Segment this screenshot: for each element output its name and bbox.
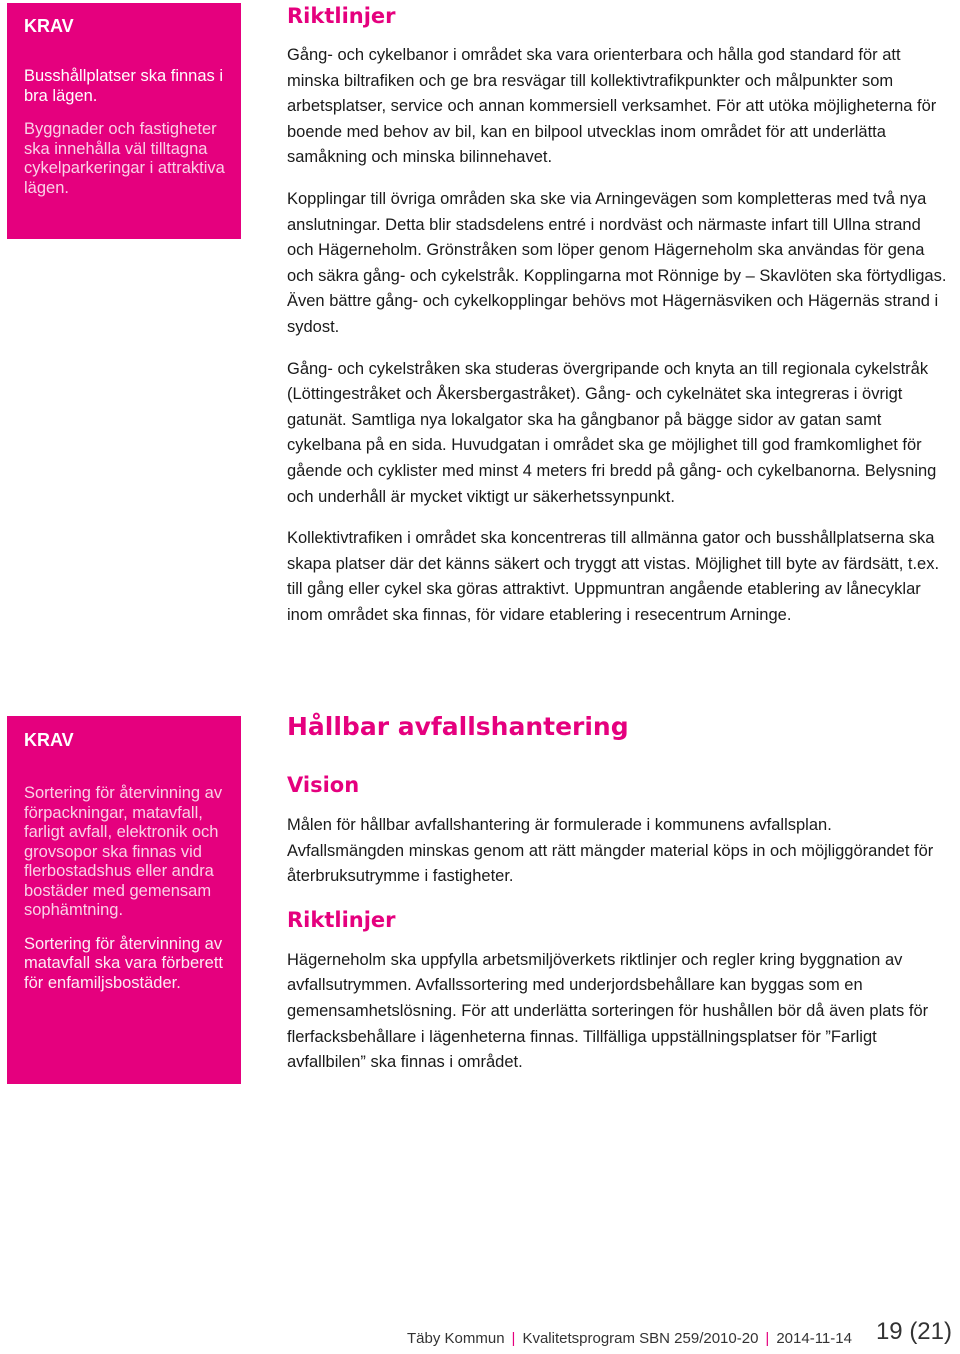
- krav-item: Busshållplatser ska finnas i bra lägen.: [24, 67, 224, 105]
- section-heading: Riktlinjer: [287, 4, 396, 28]
- vision-heading: Vision: [287, 773, 360, 797]
- footer-org: Täby Kommun: [407, 1330, 505, 1347]
- paragraph: Gång- och cykelstråken ska studeras övergripande och knyta an till regionala cykelstråk (Löttingestråket och Åkersbergastråket). Gång- och cykelnätet ska integreras i övrigt gatunät. Samtliga nya lokalgator ska ha gångbanor på bägge sidor av gatan samt cykelbana på en sida. Huvudgatan i området ska ge möjlighet till god framkomlighet för gående och cyklister med minst 4 meters fri bredd på gång- och cykelbanorna. Belysning och underhåll är mycket viktigt ur säkerhetssynpunkt.: [287, 359, 937, 506]
- riktlinjer-heading: Riktlinjer: [287, 907, 396, 932]
- section-riktlinjer-traffic: [287, 4, 949, 628]
- krav-box-1: [7, 3, 241, 239]
- vision-paragraph: Målen för hållbar avfallshantering är formulerade i kommunens avfallsplan. Avfallsmängden minskas genom att rätt mängder material köps in och möjliggörandet för återbruksutrymme i fastigheter.: [287, 816, 934, 886]
- section-avfallshantering: [287, 712, 949, 1076]
- krav-item: Sortering för återvinning av matavfall ska vara förberett för enfamiljsbostäder.: [24, 934, 223, 992]
- section-title: Hållbar avfallshantering: [287, 712, 629, 741]
- riktlinjer-paragraph: Hägerneholm ska uppfylla arbetsmiljöverkets riktlinjer och regler kring byggnation av avfallsutrymmen. Avfallssortering med underjordsbehållare kan byggas som en gemensamhetslösning. För att underlätta sorteringen för hushållen bör då även plats för flerfacksbehållare i lägenheterna finnas. Tillfälliga uppställningsplatser för ”Farligt avfallbilen” ska finnas i området.: [287, 950, 929, 1072]
- krav-box-2: [7, 716, 241, 1084]
- krav-title: KRAV: [24, 16, 74, 36]
- footer-separator: |: [765, 1330, 770, 1347]
- paragraph: Gång- och cykelbanor i området ska vara orienterbara och hålla god standard för att minska biltrafiken och ge bra resvägar till kollektivtrafikpunkter och målpunkter som arbetsplatser, service och annan kommersiell verksamhet. För att utöka möjligheterna för boende med behov av bil, kan en bilpool utvecklas inom området för att underlätta samåkning och minska bilinnehavet.: [287, 46, 937, 167]
- footer-doc: Kvalitetsprogram SBN 259/2010-20: [522, 1330, 759, 1347]
- krav-item: Sortering för återvinning av förpackningar, matavfall, farligt avfall, elektronik och grovsopor ska finnas vid flerbostadshus eller andra bostäder med gemensam sophämtning.: [24, 784, 223, 919]
- paragraph: Kopplingar till övriga områden ska ske via Arningevägen som kompletteras med två nya anslutningar. Detta blir stadsdelens entré i nordväst och närmaste infart till Ullna strand och Hägerneholm. Grönstråken som löper genom Hägerneholm ska användas för gena och säkra gång- och cykelstråk. Kopplingarna mot Rönnige by – Skavlöten ska förtydligas. Även bättre gång- och cykelkopplingar behövs mot Hägernäsviken och Hägernäs strand i sydost.: [287, 189, 947, 336]
- page-number: 19 (21): [875, 1318, 952, 1345]
- krav-title: KRAV: [24, 730, 74, 750]
- krav-item: Byggnader och fastigheter ska innehålla väl tilltagna cykelparkeringar i attraktiva lägen.: [24, 120, 225, 197]
- paragraph: Kollektivtrafiken i området ska koncentreras till allmänna gator och busshållplatserna ska skapa platser där det känns säkert och tryggt att vistas. Möjlighet till byte av färdsätt, t.ex. till gång eller cykel ska göras attraktivt. Uppmuntran angående etablering av lånecyklar inom området ska finnas, för vidare etablering i resecentrum Arninge.: [287, 529, 940, 624]
- footer: [407, 1330, 852, 1347]
- footer-date: 2014-11-14: [776, 1330, 852, 1347]
- footer-separator: |: [511, 1330, 516, 1347]
